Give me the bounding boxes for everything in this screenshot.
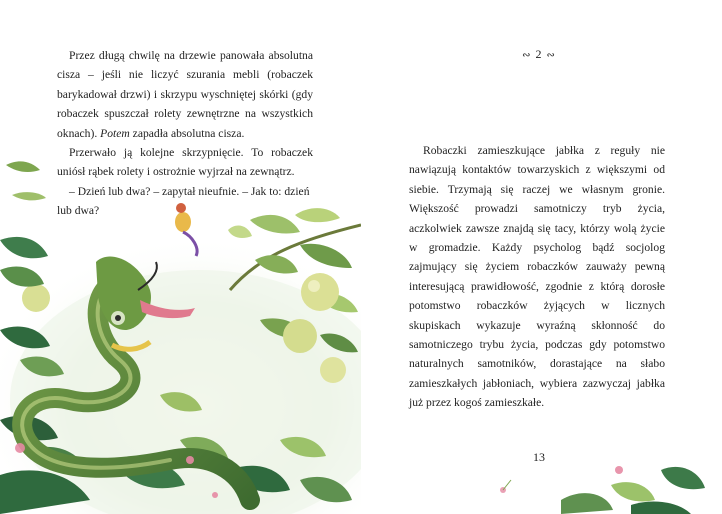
left-page-text [57, 46, 313, 221]
italic-word: Potem [100, 126, 130, 140]
chapter-number: 2 [535, 47, 543, 61]
paragraph: Przez długą chwilę na drzewie panowała absolutna cisza – jeśli nie liczyć szurania mebli (robaczek barykadował drzwi) i skrzypu wyschniętej skórki (gdy robaczek spuszczał rolety zewnętrzne na wszystkich oknach). Potem zapadła absolutna cisza. [57, 49, 313, 140]
paragraph: Robaczki zamieszkujące jabłka z reguły nie nawiązują kontaktów towarzyskich z większymi od siebie. Trzymają się raczej we własnym gronie. Większość prowadzi samotniczy tryb życia, aczkolwiek zawsze znajdą się tacy, którzy wolą życie w gromadzie. Każdy psycholog bądź socjolog zajmujący się życiem robaczków zauważy pewną interesującą prawidłowość, zgodnie z którą dorosłe potomstwo robaczków żyjących w licznych skupiskach wykazuje wyraźną skłonność do samotniczego trybu życia, podczas gdy potomstwo naturalnych samotników, dorastające na słabo zamieszkałych jabłoniach, wybiera zazwyczaj jabłka już przez kogoś zamieszkałe. [409, 144, 665, 410]
right-page-text [409, 141, 665, 413]
chapter-heading [361, 47, 717, 62]
page-number: 13 [533, 450, 545, 464]
ornament-right-icon: ∾ [546, 50, 556, 61]
dialogue-line: – Dzień lub dwa? – zapytał nieufnie. – Jak to: dzień lub dwa? [57, 184, 310, 218]
paragraph: Przerwało ją kolejne skrzypnięcie. To robaczek uniósł rąbek rolety i ostrożnie wyjrzał na zewnątrz. [57, 146, 313, 179]
right-page [361, 0, 722, 514]
ornament-left-icon: ∾ [522, 50, 532, 61]
